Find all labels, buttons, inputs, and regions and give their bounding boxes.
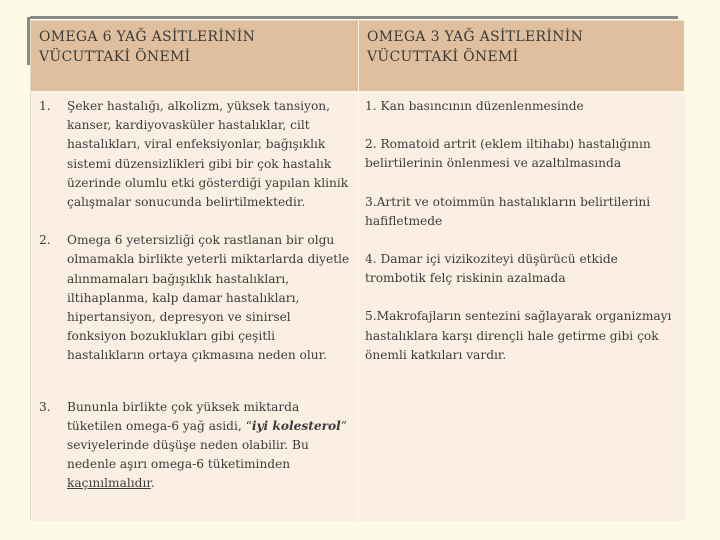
list-item-text-part: Bununla birlikte çok yüksek miktarda tüketilen omega-6 yağ asidi, “ [67, 399, 300, 433]
omega3-body [359, 93, 685, 521]
header-omega6: OMEGA 6 YAĞ ASİTLERİNİN VÜCUTTAKİ ÖNEMİ [31, 21, 359, 93]
underlined-text: kaçınılmalıdır [67, 476, 151, 491]
omega-comparison-table [30, 20, 684, 520]
omega3-item: 4. Damar içi vizikoziteyi düşürücü etkide trombotik felç riskinin azalmada [365, 252, 618, 286]
omega3-item: 1. Kan basıncının düzenlenmesinde [365, 99, 584, 113]
list-item-text-part: . [150, 476, 155, 491]
list-item-number: 1. [39, 99, 51, 113]
omega6-body [31, 93, 359, 521]
list-item-text [67, 398, 352, 494]
omega3-item: 5.Makrofajların sentezini sağlayarak organizmayı hastalıklara karşı dirençli hale getirme gibi çok önemli katkıları vardır. [365, 309, 672, 362]
list-item-text-part: ” seviyelerinde düşüşe neden olabilir. Bu nedenle aşırı omega-6 tüketiminden [67, 418, 348, 472]
list-item-text: Omega 6 yetersizliği çok rastlanan bir olgu olmamakla birlikte yeterli miktarlarda diyetle alınmamaları bağışıklık hastalıkları, iltihaplanma, kalp damar hastalıkları, hipertansiyon, depresyon ve sinirsel fonksiyon bozuklukları gibi çeşitli hastalıkların ortaya çıkmasına neden olur. [67, 233, 350, 363]
list-item [37, 231, 352, 365]
list-item [37, 97, 352, 212]
list-item-text: Şeker hastalığı, alkolizm, yüksek tansiyon, kanser, kardiyovasküler hastalıklar, cilt hastalıkları, viral enfeksiyonlar, bağışıklık sistemi düzensizlikleri gibi bir çok hastalık üzerinde olumlu etki gösterdiği yapılan klinik çalışmalar sonucunda belirtilmektedir. [67, 99, 349, 210]
omega3-item: 3.Artrit ve otoimmün hastalıkların belirtilerini hafifletmede [365, 194, 651, 228]
emphasis-text: iyi kolesterol [251, 418, 341, 433]
list-item-number: 3. [39, 399, 51, 414]
header-shadow-top [30, 16, 678, 19]
list-item-number: 2. [39, 233, 51, 248]
list-item [37, 398, 352, 494]
header-omega3: OMEGA 3 YAĞ ASİTLERİNİN VÜCUTTAKİ ÖNEMİ [359, 21, 685, 93]
omega3-item: 2. Romatoid artrit (eklem iltihabı) hastalığının belirtilerinin önlenmesi ve azaltılmasında [365, 137, 651, 171]
